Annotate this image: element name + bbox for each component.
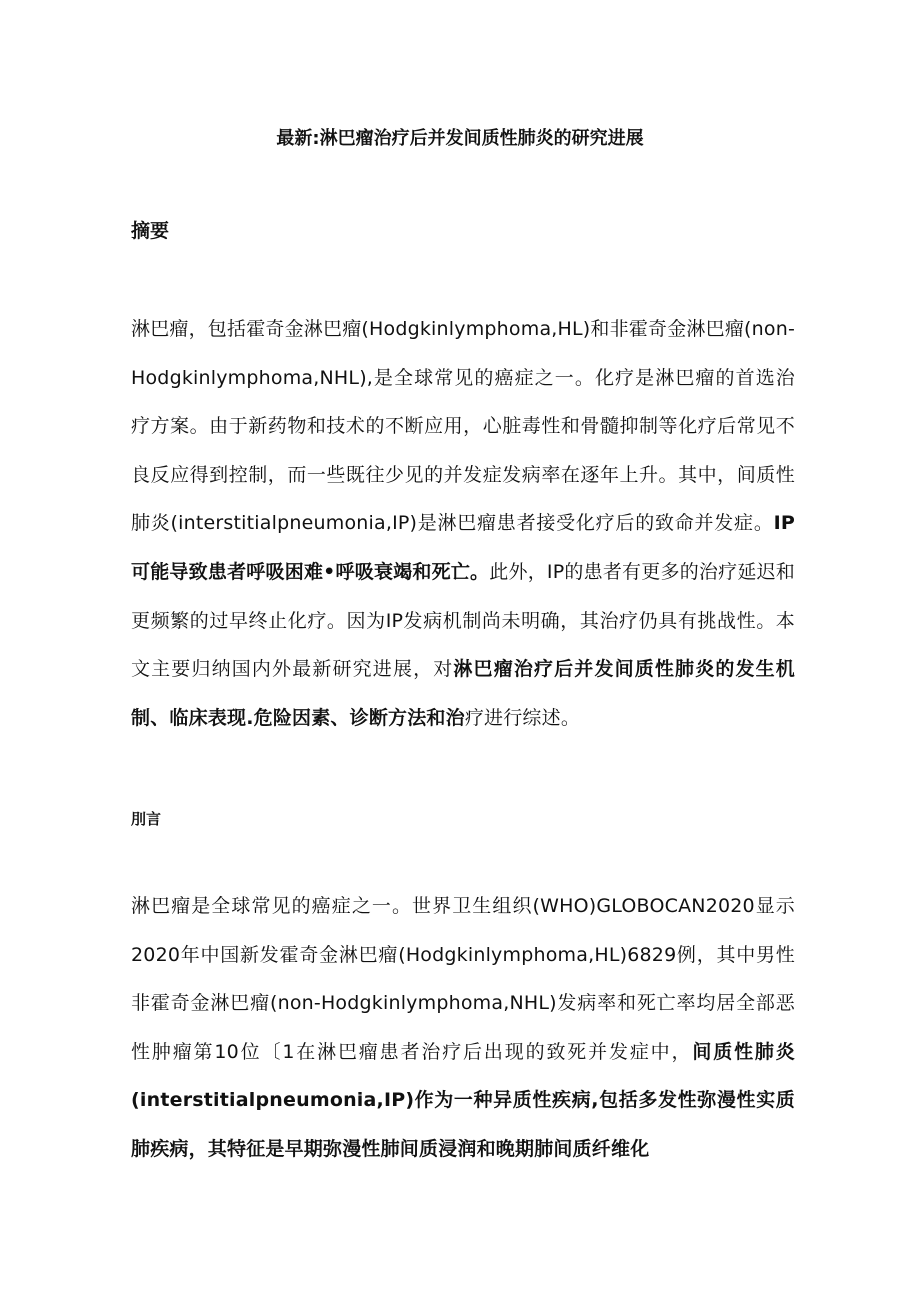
document-title: 最新:淋巴瘤治疗后并发间质性肺炎的研究进展 bbox=[276, 128, 644, 149]
intro-heading: 刖言 bbox=[131, 810, 162, 828]
abstract-paragraph bbox=[131, 305, 795, 742]
abstract-heading: 摘要 bbox=[131, 220, 170, 242]
intro-emphasis: 间质性肺炎(interstitialpneumonia,IP)作为一种异质性疾病,包括多发性弥漫性实质肺疾病，其特征是早期弥漫性肺间质浸润和晚期肺间质纤维化 bbox=[131, 1040, 795, 1160]
abstract-text: 淋巴瘤，包括霍奇金淋巴瘤(Hodgkinlymphoma,HL)和非霍奇金淋巴瘤(non-Hodgkinlymphoma,NHL),是全球常见的癌症之一。化疗是淋巴瘤的首选治疗方案。由于新药物和技术的不断应用，心脏毒性和骨髓抑制等化疗后常见不良反应得到控制，而一些既往少见的并发症发病率在逐年上升。其中，间质性肺炎(interstitialpneumonia,IP)是淋巴瘤患者接受化疗后的致命并发症。 bbox=[131, 318, 795, 535]
abstract-text: 疗进行综述。 bbox=[464, 706, 581, 729]
abstract-emphasis: 淋巴瘤治疗后并发间质性肺炎的发生机制、临床表现.危险因素、诊断方法和治 bbox=[131, 658, 796, 729]
intro-text: 淋巴瘤是全球常见的癌症之一。世界卫生组织(WHO)GLOBOCAN2020显示2020年中国新发霍奇金淋巴瘤(Hodgkinlymphoma,HL)6829例，其中男性非霍奇金淋巴瘤(non-Hodgkinlymphoma,NHL)发病率和死亡率均居全部恶性肿瘤第10位〔1在淋巴瘤患者治疗后出现的致死并发症中， bbox=[131, 895, 795, 1063]
abstract-emphasis: IP可能导致患者呼吸困难•呼吸衰竭和死亡。 bbox=[131, 512, 795, 583]
intro-paragraph bbox=[131, 882, 795, 1174]
abstract-text: 此外，IP的患者有更多的治疗延迟和更频繁的过早终止化疗。因为IP发病机制尚未明确，其治疗仍具有挑战性。本文主要归纳国内外最新研究进展，对 bbox=[131, 560, 795, 681]
